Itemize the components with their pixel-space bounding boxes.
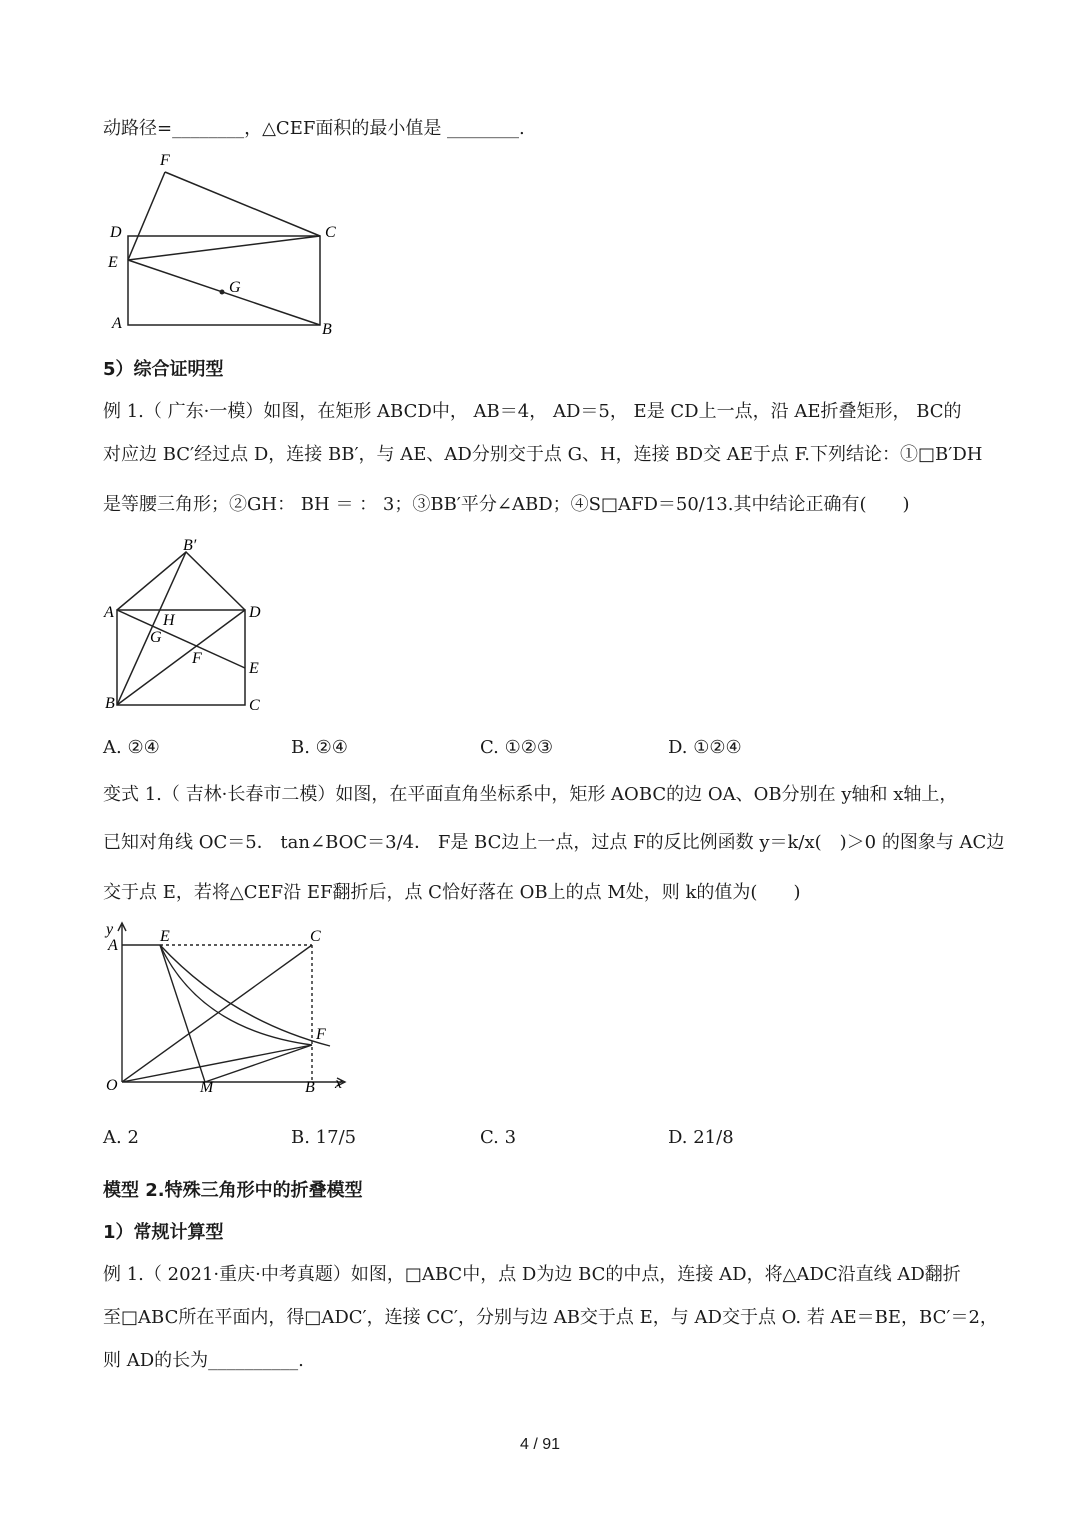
label: A bbox=[112, 315, 122, 332]
label: C bbox=[325, 224, 336, 241]
option-c: C. 3 bbox=[480, 1127, 517, 1148]
label: D bbox=[249, 604, 261, 621]
label: A bbox=[108, 937, 118, 954]
option-b: B. 17/5 bbox=[291, 1127, 357, 1148]
label: M bbox=[200, 1079, 214, 1096]
label: C bbox=[249, 697, 260, 714]
section-heading: 1）常规计算型 bbox=[103, 1222, 224, 1243]
label: G bbox=[229, 279, 241, 296]
option-d: D. ①②④ bbox=[668, 737, 742, 758]
option-a: A. 2 bbox=[103, 1127, 139, 1148]
label: F bbox=[316, 1026, 326, 1043]
label: F bbox=[160, 152, 170, 169]
text-line: 例 1.（ 2021·重庆·中考真题）如图，□ABC中，点 D为边 BC的中点，连接 AD，将△ADC沿直线 AD翻折 bbox=[103, 1264, 961, 1285]
label: A bbox=[104, 604, 114, 621]
label: F bbox=[192, 650, 202, 667]
option-d: D. 21/8 bbox=[668, 1127, 734, 1148]
label: B bbox=[305, 1079, 315, 1096]
label: E bbox=[108, 254, 118, 271]
label: B bbox=[105, 695, 115, 712]
model-heading: 模型 2.特殊三角形中的折叠模型 bbox=[103, 1180, 363, 1201]
label: B bbox=[322, 321, 332, 338]
text-line: 变式 1.（ 吉林·长春市二模）如图，在平面直角坐标系中，矩形 AOBC的边 OA、OB分别在 y轴和 x轴上， bbox=[103, 784, 958, 805]
text-line: 至□ABC所在平面内，得□ADC′，连接 CC′，分别与边 AB交于点 E，与 AD交于点 O. 若 AE＝BE，BC′＝2， bbox=[103, 1307, 998, 1328]
label: x bbox=[335, 1075, 343, 1092]
option-c: C. ①②③ bbox=[480, 737, 553, 758]
page-number: 4 / 91 bbox=[519, 1436, 561, 1453]
option-b: B. ②④ bbox=[291, 737, 348, 758]
label: C bbox=[310, 928, 321, 945]
label: O bbox=[106, 1077, 118, 1094]
text-line: 已知对角线 OC＝5． tan∠BOC＝3/4． F是 BC边上一点，过点 F的反比例函数 y＝k/x( )＞0 的图象与 AC边 bbox=[103, 832, 1005, 853]
label: y bbox=[106, 921, 114, 938]
label: E bbox=[160, 928, 170, 945]
label: E bbox=[249, 660, 259, 677]
text-line: 动路径=________，△CEF面积的最小值是 ________. bbox=[103, 118, 525, 139]
text-line: 是等腰三角形；②GH： BH ＝ ： 3；③BB′平分∠ABD；④S□AFD＝50/13.其中结论正确有( ) bbox=[103, 494, 910, 515]
label: B′ bbox=[183, 537, 197, 554]
text-line: 则 AD的长为__________. bbox=[103, 1350, 304, 1371]
text-line: 交于点 E，若将△CEF沿 EF翻折后，点 C恰好落在 OB上的点 M处，则 k的值为( ) bbox=[103, 882, 801, 903]
label: G bbox=[150, 629, 162, 646]
label: D bbox=[110, 224, 122, 241]
label: H bbox=[163, 612, 175, 629]
section-heading: 5）综合证明型 bbox=[103, 359, 224, 380]
option-a: A. ②④ bbox=[103, 737, 160, 758]
text-line: 例 1.（ 广东·一模）如图，在矩形 ABCD中， AB＝4， AD＝5， E是 CD上一点，沿 AE折叠矩形， BC的 bbox=[103, 401, 962, 422]
text-line: 对应边 BC′经过点 D，连接 BB′，与 AE、AD分别交于点 G、H，连接 BD交 AE于点 F.下列结论：①□B′DH bbox=[103, 444, 983, 465]
